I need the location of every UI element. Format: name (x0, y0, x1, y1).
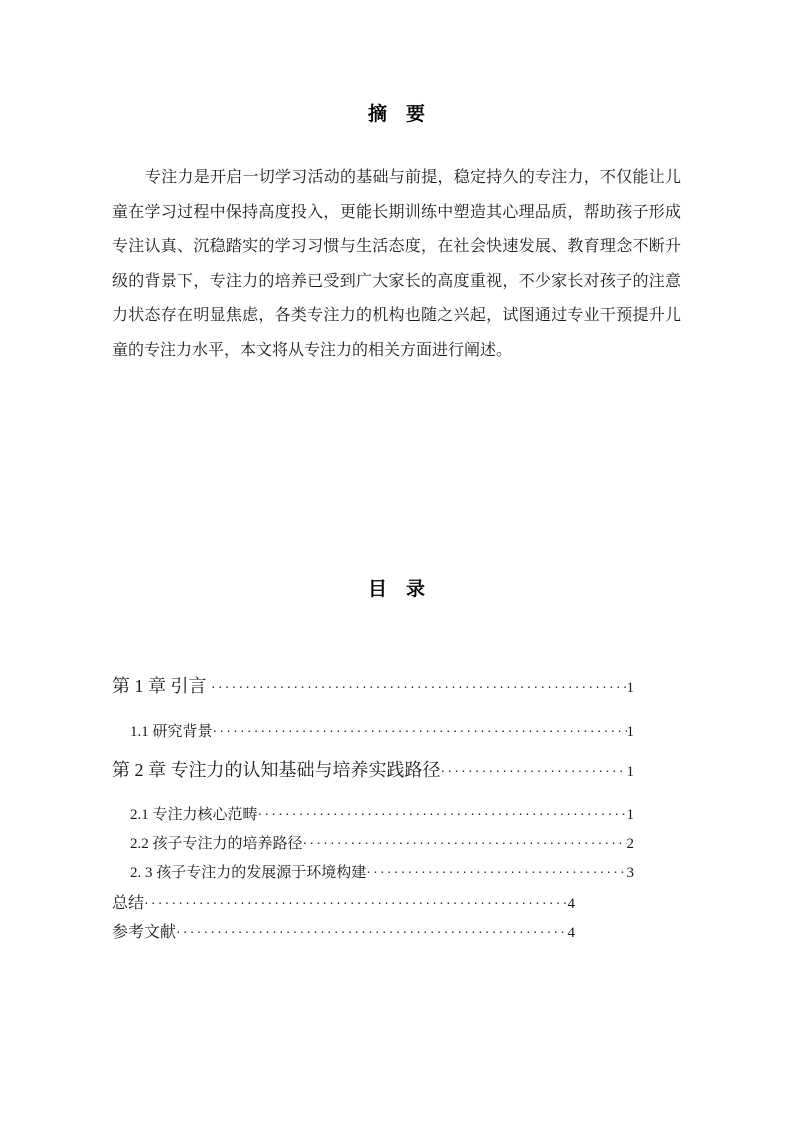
toc-entry-label: 2.2 孩子专注力的培养路径 (130, 836, 303, 852)
toc-entry-2-1[interactable] (112, 801, 634, 830)
toc-entry-page-number: 4 (567, 896, 575, 912)
toc-entry-label: 总结 (112, 895, 145, 912)
toc-entry-label: 2. 3 孩子专注力的发展源于环境构建 (130, 865, 367, 881)
toc-entry-page-number: 2 (626, 836, 634, 852)
dot-leader (366, 860, 626, 888)
abstract-title: 摘 要 (367, 104, 425, 125)
toc-entry-label: 参考文献 (112, 924, 177, 941)
toc-entry-label: 2.1 专注力核心范畴 (130, 807, 258, 823)
toc-entry-page-number: 1 (626, 764, 634, 780)
toc-entry-2-2[interactable] (112, 830, 634, 859)
toc-entry-1-1[interactable] (112, 718, 634, 747)
table-of-contents (112, 671, 638, 948)
toc-entry-page-number: 1 (626, 807, 634, 823)
toc-entry-page-number: 1 (626, 724, 634, 740)
toc-entry-2-3[interactable] (112, 859, 634, 888)
abstract-paragraph: 专注力是开启一切学习活动的基础与前提，稳定持久的专注力，不仅能让儿童在学习过程中保持高度投入，更能长期训练中塑造其心理品质，帮助孩子形成专注认真、沉稳踏实的学习习惯与生活态度，在社会快速发展、教育理念不断升级的背景下，专注力的培养已受到广大家长的高度重视，不少家长对孩子的注意力状态存在明显焦虑，各类专注力的机构也随之兴起，试图通过专业干预提升儿童的专注力水平，本文将从专注力的相关方面进行阐述。 (112, 169, 681, 359)
dot-leader (303, 831, 627, 859)
dot-leader (144, 891, 567, 919)
dot-leader (213, 719, 627, 747)
dot-leader (441, 758, 627, 788)
toc-entry-chapter-1[interactable] (112, 671, 634, 704)
toc-entry-page-number: 1 (626, 680, 634, 696)
dot-leader (211, 674, 627, 704)
toc-entry-label: 第 1 章 引言 (112, 676, 211, 696)
toc-title: 目 录 (367, 579, 425, 600)
toc-entry-page-number: 3 (626, 865, 634, 881)
toc-entry-page-number: 4 (567, 925, 575, 941)
toc-entry-label: 第 2 章 专注力的认知基础与培养实践路径 (112, 760, 441, 780)
toc-entry-summary[interactable] (112, 890, 575, 919)
dot-leader (258, 802, 627, 830)
toc-entry-chapter-2[interactable] (112, 755, 634, 788)
toc-entry-references[interactable] (112, 919, 575, 948)
dot-leader (176, 920, 567, 948)
toc-entry-label: 1.1 研究背景 (130, 724, 213, 740)
